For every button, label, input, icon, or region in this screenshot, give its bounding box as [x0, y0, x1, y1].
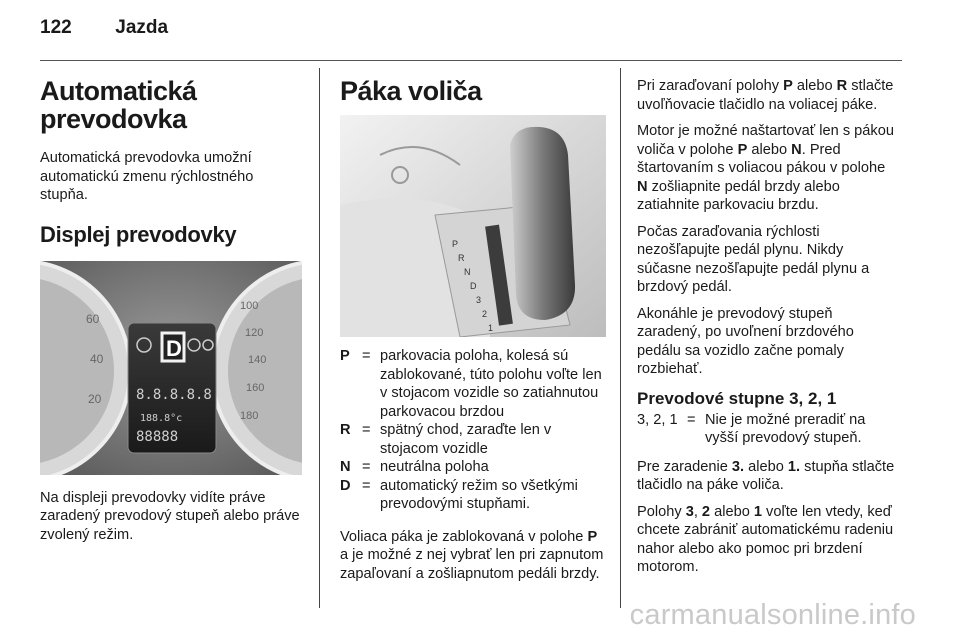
creep-paragraph: Akonáhle je prevodový stupeň zaradený, po uvoľnení brzdového pedálu sa vozidlo začne pomaly rozbiehať.	[637, 305, 854, 377]
definition-equals: =	[687, 411, 696, 428]
gate-label-p: P	[452, 239, 459, 249]
bold-run: 1.	[787, 458, 801, 475]
header-rule	[40, 60, 902, 61]
watermark: carmanualsonline.info	[629, 599, 916, 631]
gate-label-2: 2	[482, 309, 488, 319]
intro-paragraph: Automatická prevodovka umožní automatickú zmenu rýchlostného stupňa.	[40, 150, 254, 203]
gate-label-r: R	[458, 253, 465, 263]
bold-run: 2	[701, 503, 711, 520]
text-run: . Pred štartovaním s voliacou pákou v polohe	[637, 141, 886, 176]
text-run: alebo	[710, 503, 754, 520]
gear-select-paragraph	[637, 458, 899, 495]
definition-row	[340, 347, 606, 421]
bold-run: P	[783, 78, 793, 94]
gauge-left-label: 20	[88, 391, 102, 406]
engine-braking-paragraph	[637, 503, 899, 577]
gate-label-d: D	[470, 281, 477, 291]
text-run: Pre zaradenie	[637, 458, 732, 475]
display-caption: Na displeji prevodovky vidíte práve zaradený prevodový stupeň alebo práve zvolený režim.	[40, 489, 300, 543]
column-3	[637, 77, 899, 585]
definition-equals: =	[362, 477, 371, 494]
lever-position-list	[340, 347, 606, 514]
definition-key: P	[340, 348, 350, 364]
column-divider-1	[319, 68, 320, 608]
text-run: alebo	[744, 458, 788, 475]
lcd-row-3: 88888	[136, 428, 179, 445]
text-run: zošliapnite pedál brzdy alebo zatiahnite parkovaciu brzdu.	[637, 178, 840, 213]
definition-equals: =	[362, 348, 371, 364]
release-button-paragraph	[637, 77, 899, 114]
gauge-right-label: 120	[245, 326, 264, 339]
lcd-row-2: 188.8°c	[140, 412, 183, 424]
gauge-right-label: 100	[240, 299, 259, 312]
definition-row	[340, 477, 606, 514]
gauge-right-label: 140	[248, 353, 267, 366]
definition-equals: =	[362, 422, 371, 438]
text-run: stupňa stlačte tlačidlo na páke voliča.	[637, 458, 895, 493]
text-run: Motor je možné naštartovať len s pákou voliča v polohe	[637, 123, 894, 158]
column-2	[340, 77, 606, 591]
definition-key: D	[340, 477, 351, 494]
definition-text: parkovacia poloha, kolesá sú zablokované, túto polohu voľte len v stojacom vozidle so zatiahnutou parkovacou brzdou	[380, 348, 602, 420]
chapter-title	[40, 77, 304, 133]
instrument-cluster-image	[40, 261, 302, 475]
page-number: 122	[40, 17, 72, 38]
bold-run: P	[737, 141, 748, 158]
definition-key: R	[340, 422, 351, 438]
selector-heading: Páka voliča	[340, 76, 482, 106]
text-run: alebo	[747, 141, 792, 158]
definition-text: automatický režim so všetkými prevodovými stupňami.	[380, 477, 578, 512]
chapter-title-line-1: Automatická	[40, 76, 197, 106]
chapter-title-line-2: prevodovka	[40, 104, 187, 134]
lcd-row-1: 8.8.8.8.8	[136, 386, 212, 403]
selector-lever-image	[340, 115, 606, 337]
column-divider-2	[620, 68, 621, 608]
definition-equals: =	[362, 459, 371, 475]
gears-list	[637, 411, 899, 448]
text-run: alebo	[792, 78, 837, 94]
accelerator-warning-paragraph: Počas zaraďovania rýchlosti nezošľapujte pedál plynu. Nikdy súčasne nezošľapujte pedál plynu a brzdový pedál.	[637, 223, 870, 295]
gauge-right-label: 180	[240, 409, 259, 422]
engine-start-paragraph	[637, 122, 899, 215]
definition-text: spätný chod, zaraďte len v stojacom vozidle	[380, 422, 552, 457]
bold-run: R	[836, 78, 848, 94]
gauge-left-label: 40	[90, 351, 104, 366]
text-run: Pri zaraďovaní polohy	[637, 78, 784, 94]
gate-label-1: 1	[488, 323, 494, 333]
definition-key: N	[340, 459, 351, 475]
bold-run: N	[791, 141, 802, 158]
gauge-right-label: 160	[246, 381, 265, 394]
text-run: Voliaca páka je zablokovaná v polohe	[340, 528, 588, 545]
text-run: Polohy	[637, 503, 686, 520]
definition-text: neutrálna poloha	[380, 459, 489, 475]
gears-heading: Prevodové stupne 3, 2, 1	[637, 388, 837, 408]
section-title: Jazda	[115, 17, 169, 38]
text-run: ,	[693, 503, 702, 520]
column-1	[40, 77, 304, 552]
definition-row	[340, 421, 606, 458]
text-run: voľte len vtedy, keď chcete zabrániť automatickému radeniu nahor alebo ako pomoc pri brzdení motorom.	[637, 503, 894, 575]
lever-lock-note	[340, 528, 606, 584]
gear-indicator-letter: D	[166, 335, 182, 361]
display-heading: Displej prevodovky	[40, 221, 237, 247]
gate-label-3: 3	[476, 295, 482, 305]
text-run: stlačte uvoľňovacie tlačidlo na voliacej páke.	[637, 78, 894, 113]
definition-row	[340, 458, 606, 477]
text-run: a je možné z nej vybrať len pri zapnutom zapaľovaní a zošliapnutom pedáli brzdy.	[340, 547, 604, 582]
gauge-left-label: 60	[86, 311, 100, 326]
bold-run: 3	[685, 503, 694, 520]
bold-run: N	[637, 178, 648, 195]
definition-key: 3, 2, 1	[637, 411, 678, 428]
page-header	[40, 17, 168, 39]
gate-label-n: N	[464, 267, 471, 277]
bold-run: P	[587, 528, 598, 545]
definition-text: Nie je možné preradiť na vyšší prevodový stupeň.	[705, 411, 866, 446]
bold-run: 1	[753, 503, 762, 520]
definition-row	[637, 411, 899, 448]
bold-run: 3.	[731, 458, 745, 475]
